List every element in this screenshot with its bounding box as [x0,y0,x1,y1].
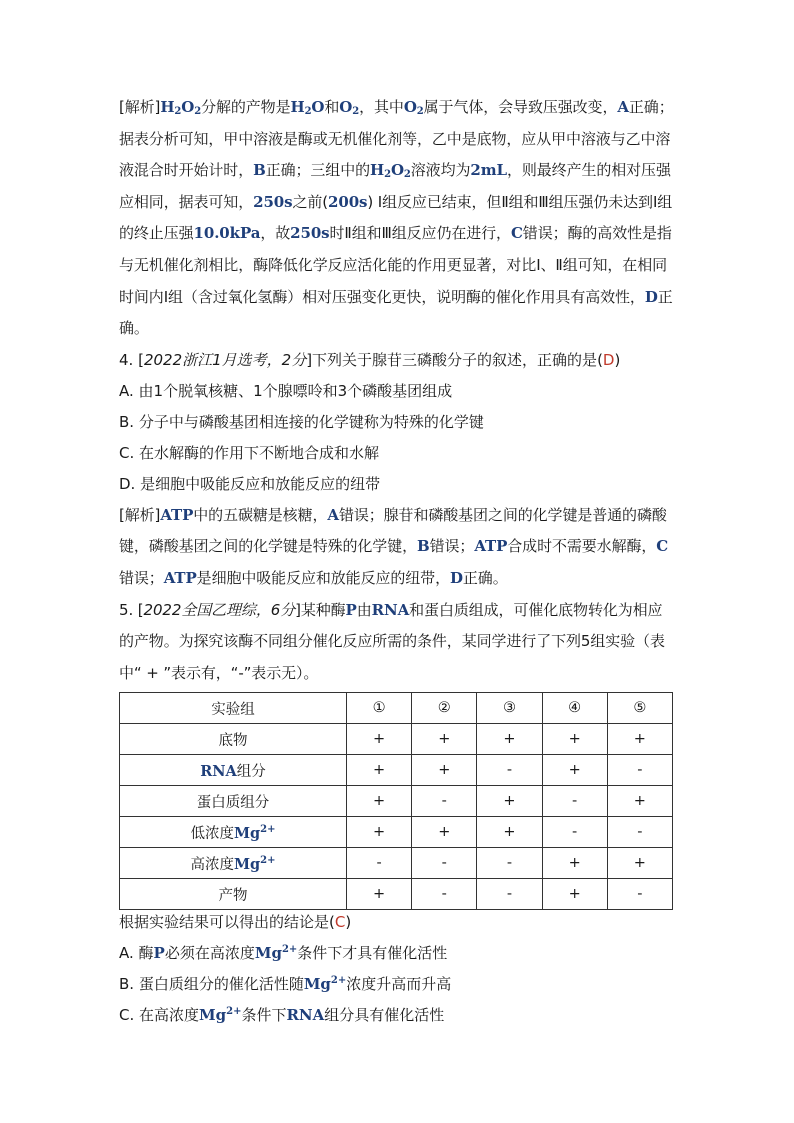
table-cell: - [542,786,607,817]
table-cell: + [347,724,412,755]
table-cell: + [542,879,607,910]
q4-option-d: D. 是细胞中吸能反应和放能反应的纽带 [119,474,381,493]
q4-option-b: B. 分子中与磷酸基团相连接的化学键称为特殊的化学键 [119,412,484,431]
table-cell: + [412,724,477,755]
question-5-stem: 5. [2022全国乙理综，6分]某种酶P由RNA和蛋白质组成，可催化底物转化为相应的产物。为探究该酶不同组分催化反应所需的条件，某同学进行了下列5组实验（表中“ + ”表示有，“-”表示无）。 [119,600,665,682]
table-header-cell: ④ [542,693,607,724]
table-cell: - [607,879,672,910]
table-cell: - [477,848,542,879]
q5-option-a: A. 酶P必须在高浓度$Mg^{2+}$条件下才具有催化活性 [119,944,448,963]
q5-option-c: C. 在高浓度$Mg^{2+}$条件下RNA组分具有催化活性 [119,1006,445,1025]
table-row [120,786,673,817]
row-label: 高浓度$Mg^{2+}$ [120,848,347,879]
content [119,92,675,1031]
table-row [120,817,673,848]
table-header-cell: ③ [477,693,542,724]
table-header-cell: ② [412,693,477,724]
analysis-4: [解析]ATP中的五碳糖是核糖，A错误；腺苷和磷酸基团之间的化学键是普通的磷酸键，磷酸基团之间的化学键是特殊的化学键，B错误；ATP合成时不需要水解酶，C错误；ATP是细胞中吸能反应和放能反应的纽带，D正确。 [119,505,669,587]
table-cell: + [477,786,542,817]
table-cell: + [607,724,672,755]
question-4-stem: 4. [2022浙江1月选考，2分]下列关于腺苷三磷酸分子的叙述，正确的是(D) [119,350,621,369]
table-cell: + [542,848,607,879]
table-cell: + [347,879,412,910]
table-cell: + [412,817,477,848]
table-cell: + [542,724,607,755]
table-row [120,755,673,786]
row-label: RNA组分 [120,755,347,786]
table-row [120,879,673,910]
table-cell: - [347,848,412,879]
q4-option-a: A. 由1个脱氧核糖、1个腺嘌呤和3个磷酸基团组成 [119,381,453,400]
table-cell: - [477,755,542,786]
table-cell: - [412,786,477,817]
table-cell: - [477,879,542,910]
table-cell: - [607,755,672,786]
table-cell: + [347,786,412,817]
table-header-cell: 实验组 [120,693,347,724]
table-cell: + [607,848,672,879]
table-cell: - [412,879,477,910]
row-label: 低浓度$Mg^{2+}$ [120,817,347,848]
table-header-cell: ⑤ [607,693,672,724]
row-label: 底物 [120,724,347,755]
table-cell: - [607,817,672,848]
question-5-conclusion: 根据实验结果可以得出的结论是(C) [119,913,352,932]
experiment-table [119,692,673,910]
table-cell: + [477,724,542,755]
table-cell: + [347,755,412,786]
table-header-row [120,693,673,724]
table-row [120,848,673,879]
row-label: 蛋白质组分 [120,786,347,817]
row-label: 产物 [120,879,347,910]
table-cell: + [347,817,412,848]
q5-option-b: B. 蛋白质组分的催化活性随$Mg^{2+}$浓度升高而升高 [119,975,452,994]
analysis-3: [解析]$H_2O_2$分解的产物是$H_2O$和$O_2$，其中$O_2$属于气体，会导致压强改变，A正确；据表分析可知，甲中溶液是酶或无机催化剂等，乙中是底物，应从甲中溶液与乙中溶液混合时开始计时，B正确；三组中的$H_2O_2$溶液均为2mL，则最终产生的相对压强应相同，据表可知，250s之前(200s) Ⅰ组反应已结束，但Ⅱ组和Ⅲ组压强仍未达到Ⅰ组的终止压强10.0kPa，故250s时Ⅱ组和Ⅲ组反应仍在进行，C错误；酶的高效性是指与无机催化剂相比，酶降低化学反应活化能的作用更显著，对比Ⅰ、Ⅱ组可知，在相同时间内Ⅰ组（含过氧化氢酶）相对压强变化更快，说明酶的催化作用具有高效性，D正确。 [119,98,674,338]
q4-option-c: C. 在水解酶的作用下不断地合成和水解 [119,443,380,462]
table-cell: - [542,817,607,848]
table-cell: + [477,817,542,848]
table-row [120,724,673,755]
table-cell: + [607,786,672,817]
table-cell: + [412,755,477,786]
table-cell: - [412,848,477,879]
table-header-cell: ① [347,693,412,724]
table-cell: + [542,755,607,786]
